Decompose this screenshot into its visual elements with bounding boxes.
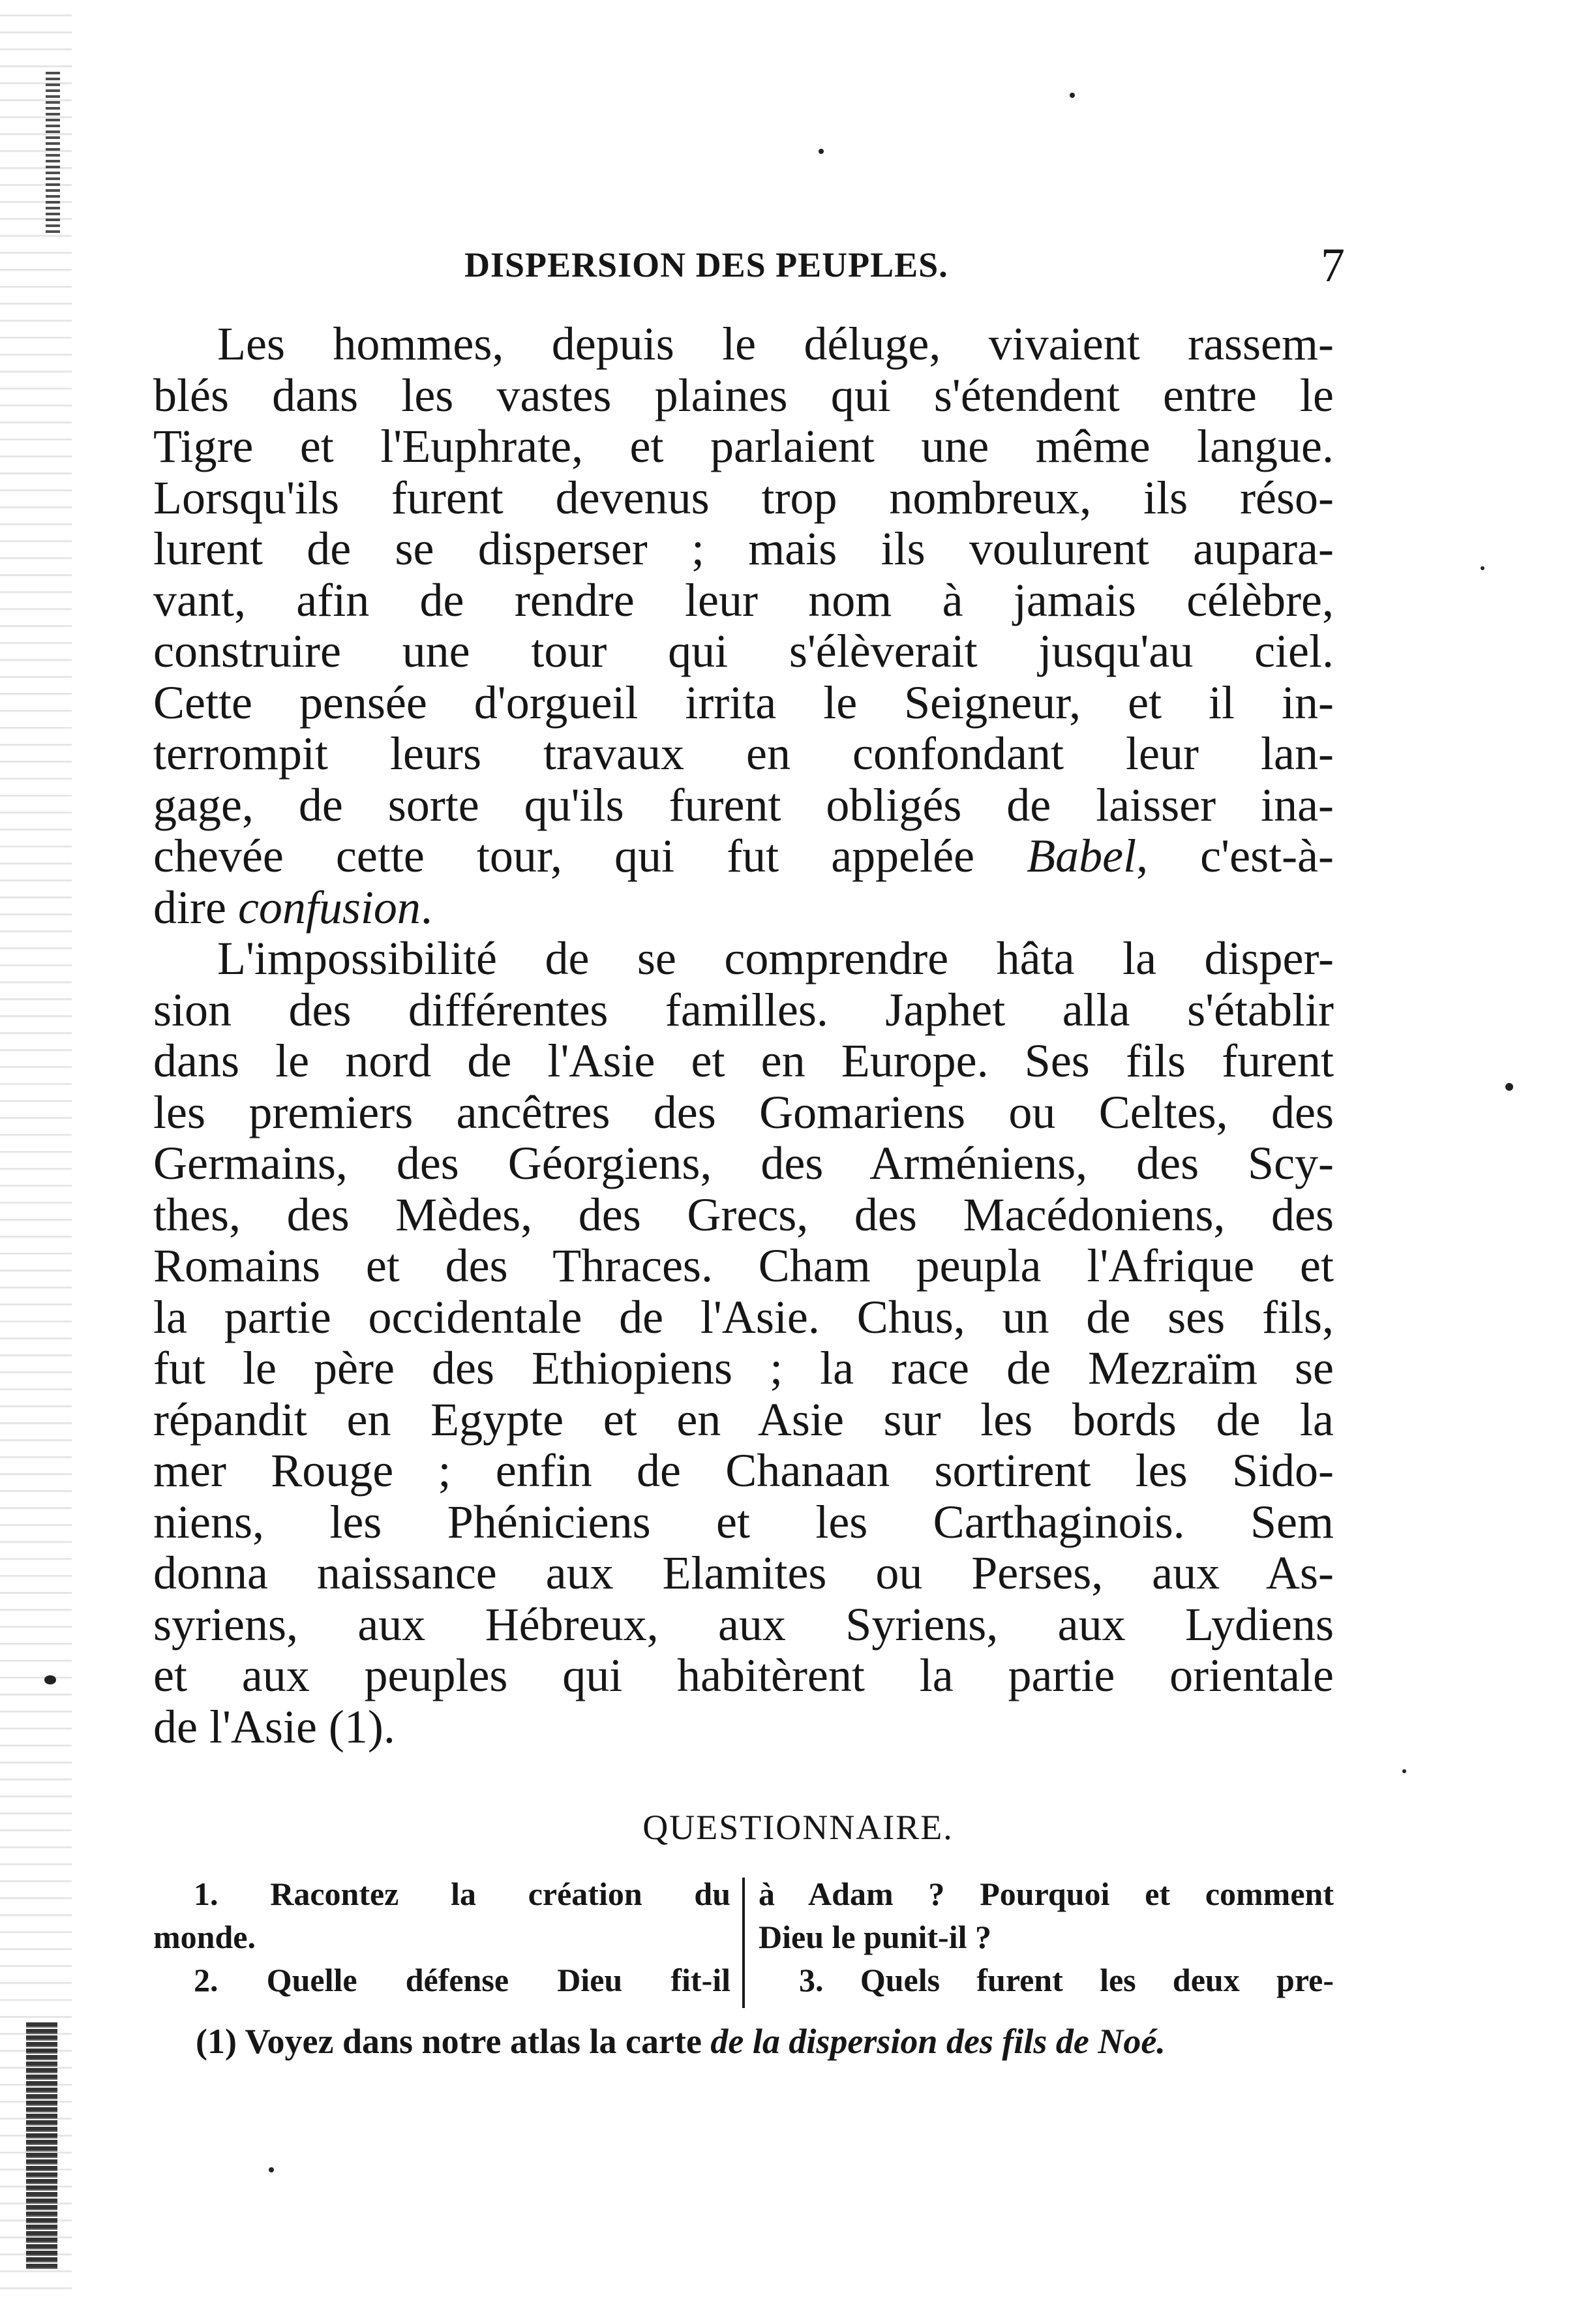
text-line: Germains, des Géorgiens, des Arméniens, des Scy- [153,1137,1334,1189]
scan-speck [1402,1769,1406,1773]
text-line: Tigre et l'Euphrate, et parlaient une même langue. [153,420,1334,472]
scan-speck [1070,93,1075,98]
text-line: thes, des Mèdes, des Grecs, des Macédoniens, des [153,1188,1334,1241]
question-line: 3. Quels furent les deux pre- [799,1962,1334,1998]
text-line: les premiers ancêtres des Gomariens ou Celtes, des [153,1086,1334,1138]
text-line: gage, de sorte qu'ils furent obligés de laisser ina- [153,778,1334,831]
text-segment: dire [153,881,238,934]
page-number: 7 [1321,239,1345,292]
text-segment: . [420,881,432,934]
text-line: L'impossibilité de se comprendre hâta la disper- [217,932,1334,984]
text-line: syriens, aux Hébreux, aux Syriens, aux Lydiens [153,1598,1334,1651]
footnote-text: (1) Voyez dans notre atlas la carte [196,2022,711,2061]
questionnaire-left-column [153,1872,730,2002]
scan-speck [1505,1083,1513,1091]
text-line: fut le père des Ethiopiens ; la race de Mezraïm se [153,1342,1334,1394]
text-line: donna naissance aux Elamites ou Perses, aux As- [153,1547,1334,1599]
questionnaire-heading: QUESTIONNAIRE. [642,1808,954,1847]
scan-speck [269,2167,274,2172]
text-line: répandit en Egypte et en Asie sur les bords de la [153,1393,1334,1446]
binding-edge-top-mark [46,72,60,235]
text-line: Cette pensée d'orgueil irrita le Seigneur, et il in- [153,676,1334,729]
running-title: DISPERSION DES PEUPLES. [464,245,948,284]
body-text [153,318,1334,1752]
text-line: de l'Asie (1). [153,1700,395,1753]
text-line: terrompit leurs travaux en confondant leur lan- [153,727,1334,780]
question-line: monde. [153,1919,256,1955]
question-line: Dieu le punit-il ? [759,1919,991,1955]
footnote [196,2021,1334,2062]
question-line: à Adam ? Pourquoi et comment [759,1876,1334,1912]
babel-word: Babel [1027,830,1137,882]
text-line: et aux peuples qui habitèrent la partie orientale [153,1649,1334,1701]
scan-speck [819,149,824,154]
text-line: dans le nord de l'Asie et en Europe. Ses fils furent [153,1035,1334,1087]
text-segment: , c'est-à- [1136,830,1334,882]
confusion-word: confusion [237,881,421,934]
text-line-babel [153,830,1334,882]
questionnaire-right-column [759,1872,1334,2002]
text-line: Romains et des Thraces. Cham peupla l'Afrique et [153,1240,1334,1292]
text-line: blés dans les vastes plaines qui s'étendent entre le [153,369,1334,421]
text-line: sion des différentes familles. Japhet alla s'établir [153,983,1334,1036]
text-line: mer Rouge ; enfin de Chanaan sortirent les Sido- [153,1444,1334,1497]
column-divider [742,1878,745,2008]
binding-edge-bottom-mark [26,2022,57,2270]
questionnaire-columns [153,1872,1334,2009]
question-line: 2. Quelle défense Dieu fit-il [194,1962,730,1998]
page-header [464,238,1345,297]
scan-speck [1481,566,1484,570]
text-segment: chevée cette tour, qui fut appelée [153,830,975,882]
text-line: Les hommes, depuis le déluge, vivaient rassem- [217,318,1334,370]
text-line: niens, les Phéniciens et les Carthaginois. Sem [153,1495,1334,1548]
text-line: vant, afin de rendre leur nom à jamais célèbre, [153,573,1334,626]
text-line: Lorsqu'ils furent devenus trop nombreux, ils réso- [153,471,1334,524]
text-line: lurent de se disperser ; mais ils voulurent aupara- [153,523,1334,575]
text-line: construire une tour qui s'élèverait jusqu'au ciel. [153,625,1334,677]
scan-speck [44,1675,56,1684]
binding-edge [0,0,72,2299]
text-line: la partie occidentale de l'Asie. Chus, un de ses fils, [153,1290,1334,1343]
footnote-italic-text: de la dispersion des fils de Noé. [710,2022,1166,2061]
text-line-confusion [153,882,1334,934]
question-line: 1. Racontez la création du [194,1876,730,1912]
